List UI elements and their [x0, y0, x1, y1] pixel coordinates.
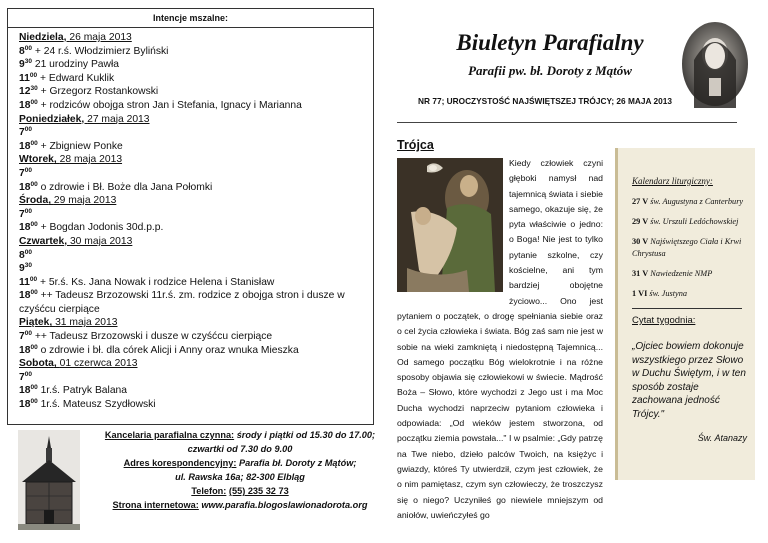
- phone-label: Telefon:: [191, 486, 227, 496]
- mass-intention: [19, 140, 373, 154]
- calendar-date: 31 V: [632, 269, 649, 278]
- day-name: Poniedziałek: [19, 113, 82, 125]
- mass-intention: [19, 289, 364, 316]
- calendar-item: [632, 236, 747, 260]
- mass-intention: [19, 72, 373, 86]
- mass-intention: [19, 384, 373, 398]
- trinity-painting-image: [397, 158, 503, 292]
- address-value: Parafia bł. Doroty z Mątów;: [238, 458, 357, 468]
- mass-intention: [19, 208, 373, 222]
- article-heading: Trójca: [397, 138, 434, 152]
- intention-text: + 5r.ś. Ks. Jana Nowak i rodzice Helena i Stanisław: [40, 276, 275, 288]
- bulletin-subtitle: Parafii pw. bł. Doroty z Mątów: [468, 63, 632, 78]
- calendar-date: 29 V: [632, 217, 649, 226]
- day-name: Wtorek: [19, 154, 54, 166]
- parish-office-info: [95, 428, 385, 512]
- mass-time: $9^{30}$: [19, 262, 32, 275]
- mass-intention: [19, 276, 373, 290]
- mass-intention: [19, 371, 373, 385]
- calendar-date: 27 V: [632, 197, 649, 206]
- intentions-day-header: Piątek, 31 maja 2013: [19, 317, 118, 329]
- quote-author: Św. Atanazy: [697, 433, 747, 443]
- mass-intention: [19, 344, 373, 358]
- office-hours: środy i piątki od 15.30 do 17.00;: [236, 430, 376, 440]
- bulletin-title: Biuletyn Parafialny: [456, 30, 644, 55]
- sidebar: [615, 148, 755, 480]
- day-date: 29 maja 2013: [53, 195, 117, 207]
- office-hours-2: czwartki od 7.30 do 9.00: [187, 444, 293, 454]
- mass-intention: [19, 221, 373, 235]
- intentions-day-header: Sobota, 01 czerwca 2013: [19, 358, 138, 370]
- mass-intention: [19, 99, 373, 113]
- intention-text: + rodziców obojga stron Jan i Stefania, Ignacy i Marianna: [40, 99, 302, 111]
- intentions-day-header: Czwartek, 30 maja 2013: [19, 235, 133, 247]
- mass-time: $11^{00}$: [19, 71, 38, 84]
- mass-intention: [19, 181, 373, 195]
- day-date: 28 maja 2013: [59, 154, 123, 166]
- mass-intention: [19, 167, 373, 181]
- mass-intention: [19, 45, 373, 59]
- calendar-feast: św. Urszuli Ledóchowskiej: [650, 217, 739, 226]
- header-divider: [397, 122, 737, 123]
- calendar-feast: Najświętszego Ciała i Krwi Chrystusa: [632, 237, 742, 258]
- day-date: 27 maja 2013: [87, 113, 150, 125]
- mass-time: $8^{00}$: [19, 44, 32, 57]
- mass-intention: [19, 85, 373, 99]
- mass-time: $7^{00}$: [19, 330, 32, 343]
- day-date: 26 maja 2013: [69, 32, 132, 43]
- mass-intention: [19, 249, 373, 263]
- phone-value: (55) 235 32 73: [228, 486, 289, 496]
- intention-text: 1r.ś. Mateusz Szydłowski: [40, 399, 156, 411]
- web-label: Strona internetowa:: [112, 500, 199, 510]
- article-text: Kiedy człowiek czyni głęboki namysł nad tajemnicą świata i siebie samego, okazuje się, że pyta właściwie o jedno: o Boga! Nie jest to tylko pytanie szkolne, czy kościelne, ani tym bardziej obojętne życiowo... Ono jest pytaniem o początek, o drogę spełniania siebie oraz o cel życia człowieka i świata. Bóg zaś sam nie jest w sobie na wieki zamkniętą i niedostępną Tajemnicą... Od samego początku Bóg wielokrotnie i na różne sposoby objawia się człowiekowi w świecie. Mądrość Boża – Słowo, które wychodzi z Jego ust i ma Moc Ducha wychodzi naprzeciw pytaniom człowieka i odpowiada: „Od wieków jestem stworzona, od początku ziemia powstała..." I w psalmie: „Gdy patrzę na Twe niebo, dzieło palców Twoich, na księżyc i gwiazdy, któreś Ty utwierdził, czym jest człowiek, że o nim pamiętasz, czym syn człowieczy, że troszczysz się o niego? Uczyniłeś go niewiele mniejszym od aniołów, uwieńczyłeś go: [397, 158, 603, 520]
- day-name: Środa: [19, 195, 49, 207]
- sidebar-divider: [632, 308, 742, 309]
- office-label: Kancelaria parafialna czynna:: [104, 430, 235, 440]
- calendar-feast: Nawiedzenie NMP: [650, 269, 713, 278]
- quote-heading: Cytat tygodnia:: [632, 315, 696, 326]
- mass-intention: [19, 330, 373, 344]
- intention-text: 1r.ś. Patryk Balana: [40, 385, 128, 397]
- mass-time: $12^{30}$: [19, 85, 38, 98]
- calendar-list: [632, 196, 747, 300]
- day-name: Niedziela: [19, 32, 64, 43]
- mass-time: $7^{00}$: [19, 126, 32, 139]
- intention-text: + Zbigniew Ponke: [40, 140, 123, 152]
- mass-intention: [19, 262, 373, 276]
- intention-text: o zdrowie i bł. dla córek Alicji i Anny oraz wnuka Mieszka: [40, 344, 299, 356]
- calendar-heading: Kalendarz liturgiczny:: [632, 176, 713, 186]
- calendar-date: 1 VI: [632, 289, 648, 298]
- intention-text: ++ Tadeusz Brzozowski 11r.ś. zm. rodzice z obojga stron i dusze w czyśćcu cierpiące: [19, 290, 345, 315]
- intention-text: + Grzegorz Rostankowski: [40, 86, 159, 98]
- day-date: 01 czerwca 2013: [59, 358, 138, 370]
- mass-intention: [19, 58, 373, 72]
- calendar-feast: św. Augustyna z Canterbury: [650, 197, 744, 206]
- intention-text: + 24 r.ś. Włodzimierz Byliński: [34, 45, 169, 57]
- mass-time: $18^{00}$: [19, 343, 38, 356]
- address-line2: ul. Rawska 16a; 82-300 Elbląg: [175, 472, 305, 482]
- address-label: Adres korespondencyjny:: [123, 458, 237, 468]
- mass-time: $11^{00}$: [19, 275, 38, 288]
- mass-time: $18^{00}$: [19, 139, 38, 152]
- mass-time: $18^{00}$: [19, 289, 38, 302]
- day-name: Czwartek: [19, 235, 65, 247]
- mass-time: $18^{00}$: [19, 221, 38, 234]
- intention-text: 21 urodziny Pawła: [34, 59, 119, 71]
- intention-text: o zdrowie i Bł. Boże dla Jana Połomki: [40, 181, 213, 193]
- mass-intentions-box: [7, 8, 374, 425]
- mass-time: $7^{00}$: [19, 166, 32, 179]
- intentions-list: [8, 28, 373, 412]
- calendar-item: [632, 216, 747, 228]
- intentions-day-header: Poniedziałek, 27 maja 2013: [19, 113, 150, 125]
- calendar-item: [632, 288, 747, 300]
- church-image: [18, 430, 80, 530]
- mass-time: $18^{00}$: [19, 98, 38, 111]
- intention-text: ++ Tadeusz Brzozowski i dusze w czyśćcu cierpiące: [34, 331, 273, 343]
- intentions-day-header: Wtorek, 28 maja 2013: [19, 154, 123, 166]
- saint-portrait-image: [680, 20, 750, 108]
- day-name: Sobota: [19, 358, 54, 370]
- mass-intention: [19, 126, 373, 140]
- mass-time: $9^{30}$: [19, 58, 32, 71]
- day-date: 30 maja 2013: [69, 235, 133, 247]
- mass-time: $18^{00}$: [19, 398, 38, 411]
- article-body: [397, 156, 603, 536]
- day-name: Piątek: [19, 317, 50, 329]
- calendar-item: [632, 268, 747, 280]
- intention-text: + Bogdan Jodonis 30d.p.p.: [40, 222, 164, 234]
- day-date: 31 maja 2013: [55, 317, 118, 329]
- issue-line: NR 77; UROCZYSTOŚĆ NAJŚWIĘTSZEJ TRÓJCY; 26 MAJA 2013: [418, 96, 672, 106]
- calendar-item: [632, 196, 747, 208]
- calendar-date: 30 V: [632, 237, 649, 246]
- intention-text: + Edward Kuklik: [40, 72, 115, 84]
- quote-text: „Ojciec bowiem dokonuje wszystkiego przez Słowo w Duchu Świętym, i w ten sposób zostaje zachowana jedność Trójcy.": [632, 341, 746, 420]
- mass-intention: [19, 398, 373, 412]
- intentions-day-header: Środa, 29 maja 2013: [19, 195, 117, 207]
- website-link[interactable]: www.parafia.blogoslawionadorota.org: [201, 500, 368, 510]
- mass-time: $8^{00}$: [19, 248, 32, 261]
- intentions-title: Intencje mszalne:: [8, 9, 373, 28]
- mass-time: $7^{00}$: [19, 207, 32, 220]
- mass-time: $18^{00}$: [19, 384, 38, 397]
- mass-time: $7^{00}$: [19, 370, 32, 383]
- intentions-day-header: Niedziela, 26 maja 2013: [19, 32, 132, 43]
- mass-time: $18^{00}$: [19, 180, 38, 193]
- calendar-feast: św. Justyna: [649, 289, 688, 298]
